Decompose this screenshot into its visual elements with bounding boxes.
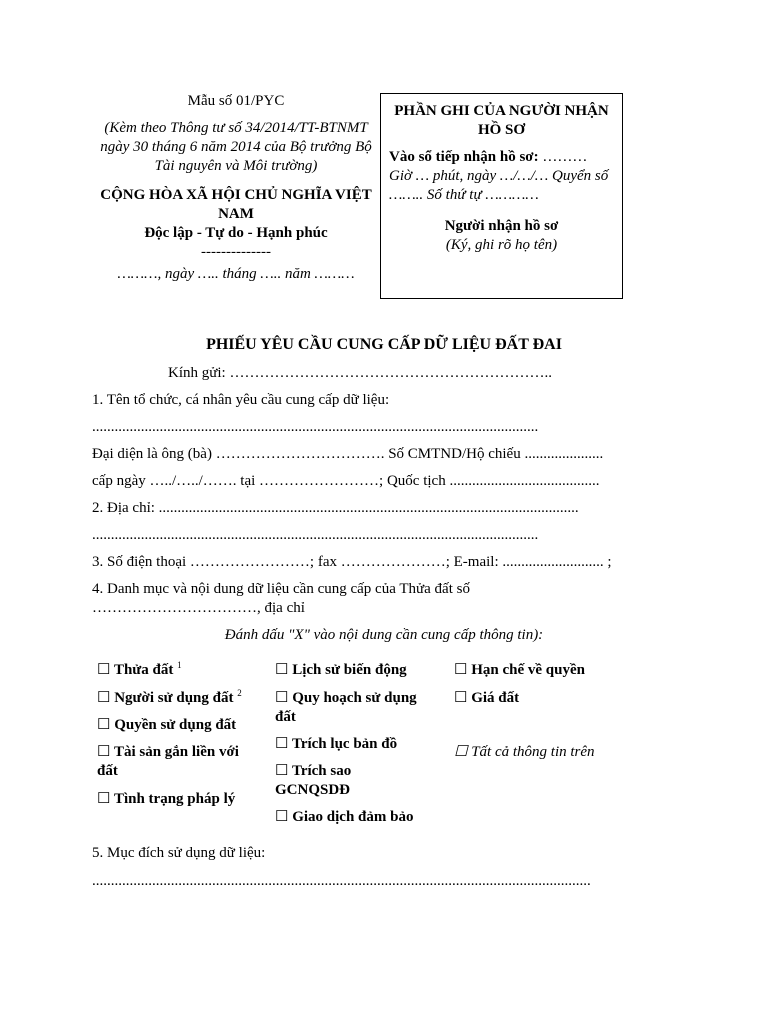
option-label: Tài sản gắn liền với đất	[97, 744, 239, 779]
country-name: CỘNG HÒA XÃ HỘI CHỦ NGHĨA VIỆT NAM	[100, 187, 372, 222]
checkbox-icon: ☐	[97, 662, 111, 678]
issued-line: cấp ngày …../…../……. tại ……………………; Quốc tịch ........................................	[92, 473, 600, 489]
option-land-price[interactable]	[454, 689, 654, 708]
checkbox-icon: ☐	[97, 717, 111, 733]
option-land-plot[interactable]	[97, 661, 267, 680]
item4-line2: ……………………………, địa chỉ	[92, 600, 305, 616]
header-divider: --------------	[201, 244, 271, 260]
instruction-line: Đánh dấu "X" vào nội dung cần cung cấp thông tin):	[224, 627, 544, 643]
attachment-note: (Kèm theo Thông tư số 34/2014/TT-BTNMT ngày 30 tháng 6 năm 2014 của Bộ trưởng Bộ Tài nguyên và Môi trường)	[100, 120, 372, 174]
option-label: Tình trạng pháp lý	[113, 791, 236, 807]
option-label: Tất cả thông tin trên	[471, 744, 595, 760]
item4-line1: 4. Danh mục và nội dung dữ liệu cần cung cấp của Thửa đất số	[92, 581, 470, 597]
option-label: Trích lục bản đồ	[291, 736, 398, 752]
item5-fill-line: .....................................................................................................................................	[92, 873, 591, 889]
option-certificate-copy[interactable]	[275, 762, 385, 800]
item5-label: 5. Mục đích sử dụng dữ liệu:	[92, 845, 266, 861]
form-number: Mẫu số 01/PYC	[187, 93, 285, 109]
receiver-signature-note: (Ký, ghi rõ họ tên)	[445, 237, 558, 253]
option-map-extract[interactable]	[275, 735, 445, 754]
checkbox-icon: ☐	[275, 662, 289, 678]
option-label: Giá đất	[471, 690, 520, 706]
option-label: Thửa đất	[113, 662, 174, 678]
option-label: Trích sao GCNQSDĐ	[275, 763, 352, 798]
addressee-line: Kính gửi: ………………………………………………………..	[168, 365, 552, 381]
checkbox-icon: ☐	[454, 662, 468, 678]
option-label: Người sử dụng đất	[114, 690, 234, 706]
option-label: Giao dịch đảm bảo	[292, 809, 414, 825]
option-attached-assets[interactable]	[97, 743, 257, 781]
representative-line: Đại diện là ông (bà) ……………………………. Số CMTND/Hộ chiếu .....................	[92, 446, 604, 462]
checkbox-icon: ☐	[454, 744, 468, 760]
form-title: PHIẾU YÊU CẦU CUNG CẤP DỮ LIỆU ĐẤT ĐAI	[206, 336, 562, 353]
footnote-marker: 1	[177, 660, 182, 670]
option-change-history[interactable]	[275, 661, 445, 680]
receipt-entry-detail: Giờ … phút, ngày …/…/… Quyển số …….. Số thứ tự …………	[389, 168, 609, 203]
option-label: Lịch sử biến động	[292, 662, 407, 678]
checkbox-icon: ☐	[454, 690, 468, 706]
option-secured-transactions[interactable]	[275, 808, 445, 827]
item1-label: 1. Tên tổ chức, cá nhân yêu cầu cung cấp dữ liệu:	[92, 392, 390, 408]
item2-label: 2. Địa chỉ: ................................................................................................................	[92, 500, 579, 516]
option-land-use-right[interactable]	[97, 716, 267, 735]
option-legal-status[interactable]	[97, 790, 267, 809]
option-label: Quy hoạch sử dụng đất	[275, 690, 417, 725]
checkbox-icon: ☐	[275, 690, 289, 706]
dateline: ………, ngày ….. tháng ….. năm ………	[117, 266, 355, 282]
item2-fill-line: .......................................................................................................................	[92, 527, 539, 543]
receipt-entry-label: Vào sổ tiếp nhận hồ sơ:	[389, 149, 539, 165]
header-left	[92, 92, 380, 284]
national-motto: Độc lập - Tự do - Hạnh phúc	[144, 225, 328, 241]
receiver-box-title: PHẦN GHI CỦA NGƯỜI NHẬN HỒ SƠ	[394, 103, 609, 138]
item1-fill-line: .......................................................................................................................	[92, 419, 539, 435]
receipt-entry	[389, 148, 614, 205]
option-land-use-planning[interactable]	[275, 689, 435, 727]
checkbox-icon: ☐	[97, 791, 111, 807]
checkbox-icon: ☐	[275, 763, 289, 779]
receiver-label: Người nhận hồ sơ	[444, 218, 559, 234]
footnote-marker: 2	[237, 688, 242, 698]
receiver-box	[380, 93, 623, 299]
checkbox-icon: ☐	[275, 809, 289, 825]
checkbox-icon: ☐	[275, 736, 289, 752]
checkbox-icon: ☐	[97, 744, 111, 760]
option-land-user[interactable]	[97, 689, 267, 708]
option-label: Hạn chế về quyền	[471, 662, 585, 678]
option-all-information[interactable]	[454, 743, 674, 762]
checkbox-icon: ☐	[97, 690, 111, 706]
option-label: Quyền sử dụng đất	[114, 717, 237, 733]
item3-line: 3. Số điện thoại ……………………; fax …………………; E-mail: ........................... ;	[92, 554, 612, 570]
receipt-entry-dots: ………	[542, 149, 588, 165]
option-right-restrictions[interactable]	[454, 661, 654, 680]
